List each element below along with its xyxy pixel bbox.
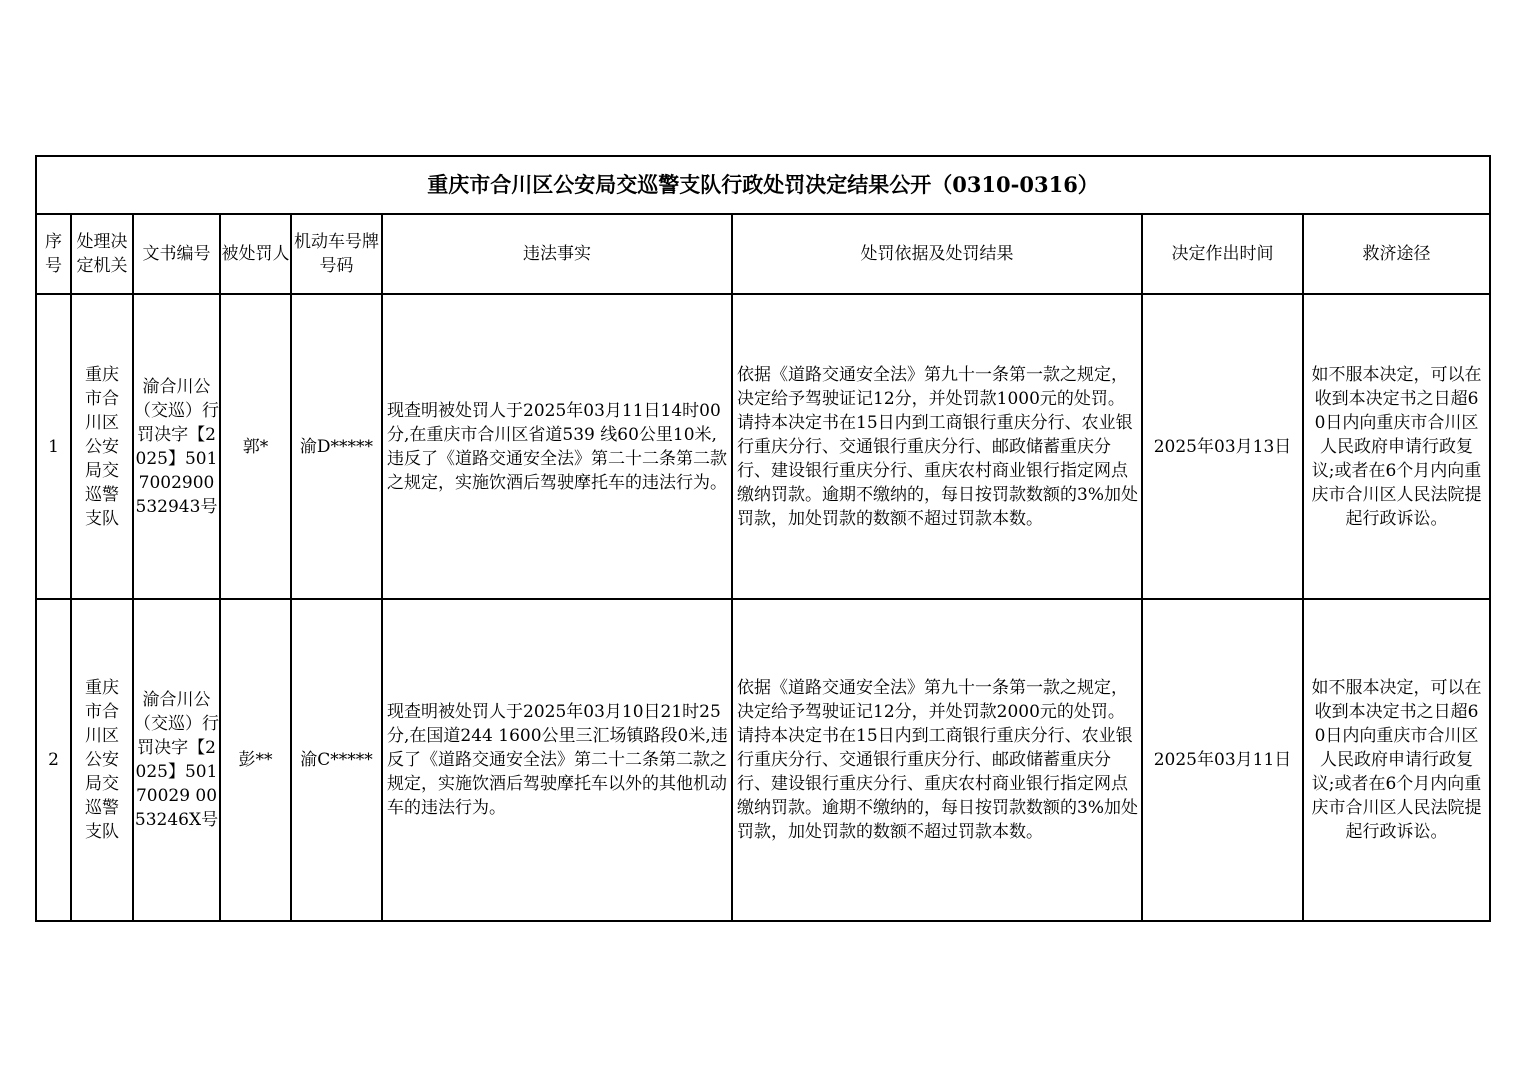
- row-date: 2025年03月13日: [1142, 294, 1303, 599]
- row-facts: 现查明被处罚人于2025年03月10日21时25分,在国道244 1600公里三汇场镇路段0米,违反了《道路交通安全法》第二十二条第二款之规定，实施饮酒后驾驶摩托车以外的其他机动车的违法行为。: [382, 599, 732, 921]
- header-doc-no: 文书编号: [133, 214, 220, 294]
- header-plate: 机动车号牌号码: [291, 214, 382, 294]
- row-seq: 2: [36, 599, 71, 921]
- row-date: 2025年03月11日: [1142, 599, 1303, 921]
- row-basis: 依据《道路交通安全法》第九十一条第一款之规定，决定给予驾驶证记12分，并处罚款1000元的处罚。请持本决定书在15日内到工商银行重庆分行、农业银行重庆分行、交通银行重庆分行、邮政储蓄重庆分行、建设银行重庆分行、重庆农村商业银行指定网点缴纳罚款。逾期不缴纳的，每日按罚款数额的3%加处罚款，加处罚款的数额不超过罚款本数。: [732, 294, 1142, 599]
- row-plate: 渝C*****: [291, 599, 382, 921]
- header-date: 决定作出时间: [1142, 214, 1303, 294]
- row-seq: 1: [36, 294, 71, 599]
- header-basis: 处罚依据及处罚结果: [732, 214, 1142, 294]
- row-doc-no: 渝合川公（交巡）行罚决字【2025】50170029 0053246X号: [133, 599, 220, 921]
- table-row: [36, 294, 1490, 599]
- row-authority: 重庆市合川区公安局交巡警支队: [71, 599, 133, 921]
- table-title: 重庆市合川区公安局交巡警支队行政处罚决定结果公开（0310-0316）: [36, 156, 1490, 214]
- row-authority: 重庆市合川区公安局交巡警支队: [71, 294, 133, 599]
- row-remedy: 如不服本决定，可以在收到本决定书之日超60日内向重庆市合川区人民政府申请行政复议;或者在6个月内向重庆市合川区人民法院提起行政诉讼。: [1303, 599, 1490, 921]
- penalty-disclosure-table: [35, 155, 1491, 922]
- header-authority: 处理决定机关: [71, 214, 133, 294]
- header-row: [36, 214, 1490, 294]
- row-person: 彭**: [220, 599, 291, 921]
- header-seq: 序号: [36, 214, 71, 294]
- row-doc-no: 渝合川公（交巡）行罚决字【2025】5017002900532943号: [133, 294, 220, 599]
- header-person: 被处罚人: [220, 214, 291, 294]
- row-facts: 现查明被处罚人于2025年03月11日14时00分,在重庆市合川区省道539 线60公里10米,违反了《道路交通安全法》第二十二条第二款之规定，实施饮酒后驾驶摩托车的违法行为。: [382, 294, 732, 599]
- row-basis: 依据《道路交通安全法》第九十一条第一款之规定，决定给予驾驶证记12分，并处罚款2000元的处罚。请持本决定书在15日内到工商银行重庆分行、农业银行重庆分行、交通银行重庆分行、邮政储蓄重庆分行、建设银行重庆分行、重庆农村商业银行指定网点缴纳罚款。逾期不缴纳的，每日按罚款数额的3%加处罚款，加处罚款的数额不超过罚款本数。: [732, 599, 1142, 921]
- row-plate: 渝D*****: [291, 294, 382, 599]
- table-row: [36, 599, 1490, 921]
- header-remedy: 救济途径: [1303, 214, 1490, 294]
- row-remedy: 如不服本决定，可以在收到本决定书之日超60日内向重庆市合川区人民政府申请行政复议;或者在6个月内向重庆市合川区人民法院提起行政诉讼。: [1303, 294, 1490, 599]
- row-person: 郭*: [220, 294, 291, 599]
- header-facts: 违法事实: [382, 214, 732, 294]
